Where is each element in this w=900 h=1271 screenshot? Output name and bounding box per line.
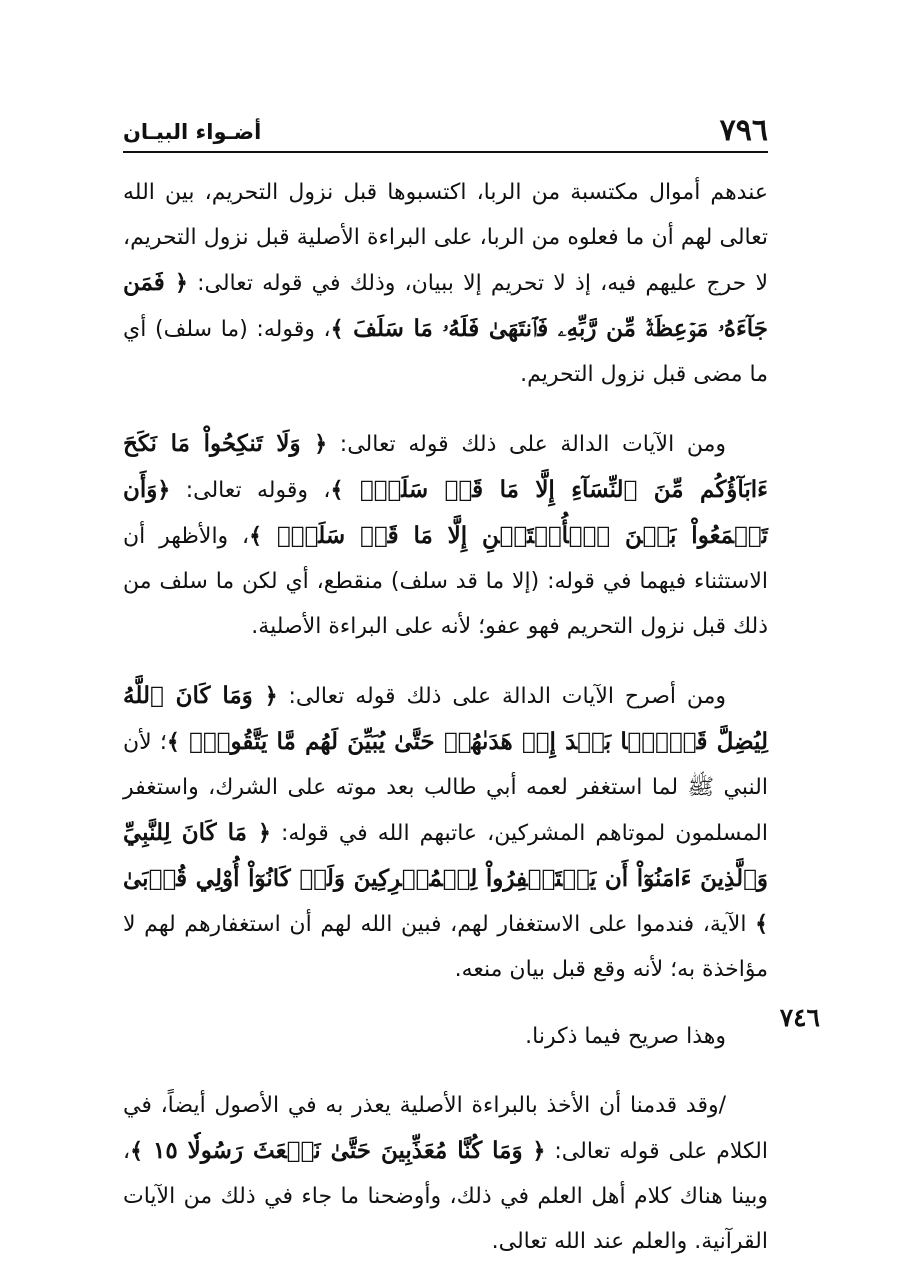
paragraph-4	[123, 1014, 768, 1059]
verse-bracket: ﴿	[175, 271, 188, 296]
header-divider	[123, 151, 768, 153]
body-text: ، وقوله: (ما سلف) أي ما مضى قبل نزول التحريم.	[123, 317, 768, 387]
body-text: ، والأظهر أن الاستثناء فيهما في قوله: (إلا ما قد سلف) منقطع، أي لكن ما سلف من ذلك قبل نزول التحريم فهو عفو؛ لأنه على البراءة الأصلية.	[123, 524, 768, 639]
verse-bracket: ﴾	[166, 730, 180, 755]
original-edition-page-marker: ٧٤٦	[779, 1003, 820, 1032]
verse-bracket: ﴿	[258, 821, 271, 846]
verse-bracket: ﴿	[532, 1139, 546, 1164]
body-text: عندهم أموال مكتسبة من الربا، اكتسبوها قبل نزول التحريم، بين الله تعالى لهم أن ما فعلوه من الربا، على البراءة الأصلية قبل نزول التحريم، لا حرج عليهم فيه، إذ لا تحريم إلا ببيان، وذلك في قوله تعالى:	[123, 180, 768, 296]
body-text: ؛ لأن النبي ﷺ لما استغفر لعمه أبي طالب بعد موته على الشرك، واستغفر المسلمون لموتاهم المشركين، عاتبهم الله في قوله:	[123, 730, 768, 846]
paragraph-1	[123, 170, 768, 397]
body-text: وهذا صريح فيما ذكرنا.	[525, 1024, 726, 1049]
page-header	[123, 112, 768, 150]
body-text: ومن الآيات الدالة على ذلك قوله تعالى:	[327, 432, 726, 457]
body-text: الآية، فندموا على الاستغفار لهم، فبين الله لهم أن استغفارهم لهم لا مؤاخذة به؛ لأنه وقع قبل بيان منعه.	[123, 912, 768, 982]
paragraph-3	[123, 673, 768, 992]
page-body	[123, 170, 768, 1264]
verse-bracket: ﴾	[755, 912, 768, 937]
verse-bracket: ﴿	[314, 432, 328, 457]
body-text: /وقد قدمنا أن الأخذ بالبراءة الأصلية يعذر به في الأصول أيضاً، في الكلام على قوله تعالى:	[123, 1093, 768, 1164]
body-text: ، وقوله تعالى:	[170, 478, 331, 503]
body-text: ومن أصرح الآيات الدالة على ذلك قوله تعالى:	[277, 684, 727, 709]
quran-verse: وَمَا كَانَ ٱللَّهُ لِيُضِلَّ قَوۡمَۢا بَعۡدَ إِذۡ هَدَىٰهُمۡ حَتَّىٰ يُبَيِّنَ لَهُم مَّا يَتَّقُونَۚ	[123, 682, 768, 755]
quran-verse: مَا كَانَ لِلنَّبِيِّ وَٱلَّذِينَ ءَامَنُوٓاْ أَن يَسۡتَغۡفِرُواْ لِلۡمُشۡرِكِينَ وَلَوۡ كَانُوٓاْ أُوْلِي قُرۡبَىٰ	[123, 819, 768, 892]
verse-bracket: ﴾	[249, 524, 263, 549]
quran-verse: وَأَن تَجۡمَعُواْ بَيۡنَ ٱلۡأُخۡتَيۡنِ إِلَّا مَا قَدۡ سَلَفَۚ	[123, 476, 768, 549]
quran-verse: وَلَا تَنكِحُواْ مَا نَكَحَ ءَابَآؤُكُم مِّنَ ٱلنِّسَآءِ إِلَّا مَا قَدۡ سَلَفَۚ	[123, 430, 768, 503]
paragraph-2	[123, 421, 768, 649]
verse-bracket: ﴿	[157, 478, 171, 503]
verse-bracket: ﴾	[330, 478, 344, 503]
paragraph-5	[123, 1083, 768, 1264]
body-text: ، وبينا هناك كلام أهل العلم في ذلك، وأوضحنا ما جاء في ذلك من الآيات القرآنية. والعلم عند الله تعالى.	[123, 1139, 768, 1254]
verse-bracket: ﴾	[330, 317, 344, 342]
running-title: أضـواء البيـان	[123, 120, 262, 144]
quran-verse: وَمَا كُنَّا مُعَذِّبِينَ حَتَّىٰ نَبۡعَثَ رَسُولٗا ١٥	[143, 1137, 533, 1164]
verse-bracket: ﴿	[264, 684, 278, 709]
quran-verse: فَمَن جَآءَهُۥ مَوۡعِظَةٞ مِّن رَّبِّهِۦ فَٱنتَهَىٰ فَلَهُۥ مَا سَلَفَ	[123, 269, 769, 342]
page-number: ٧٩٦	[719, 113, 768, 148]
verse-bracket: ﴾	[130, 1139, 143, 1164]
